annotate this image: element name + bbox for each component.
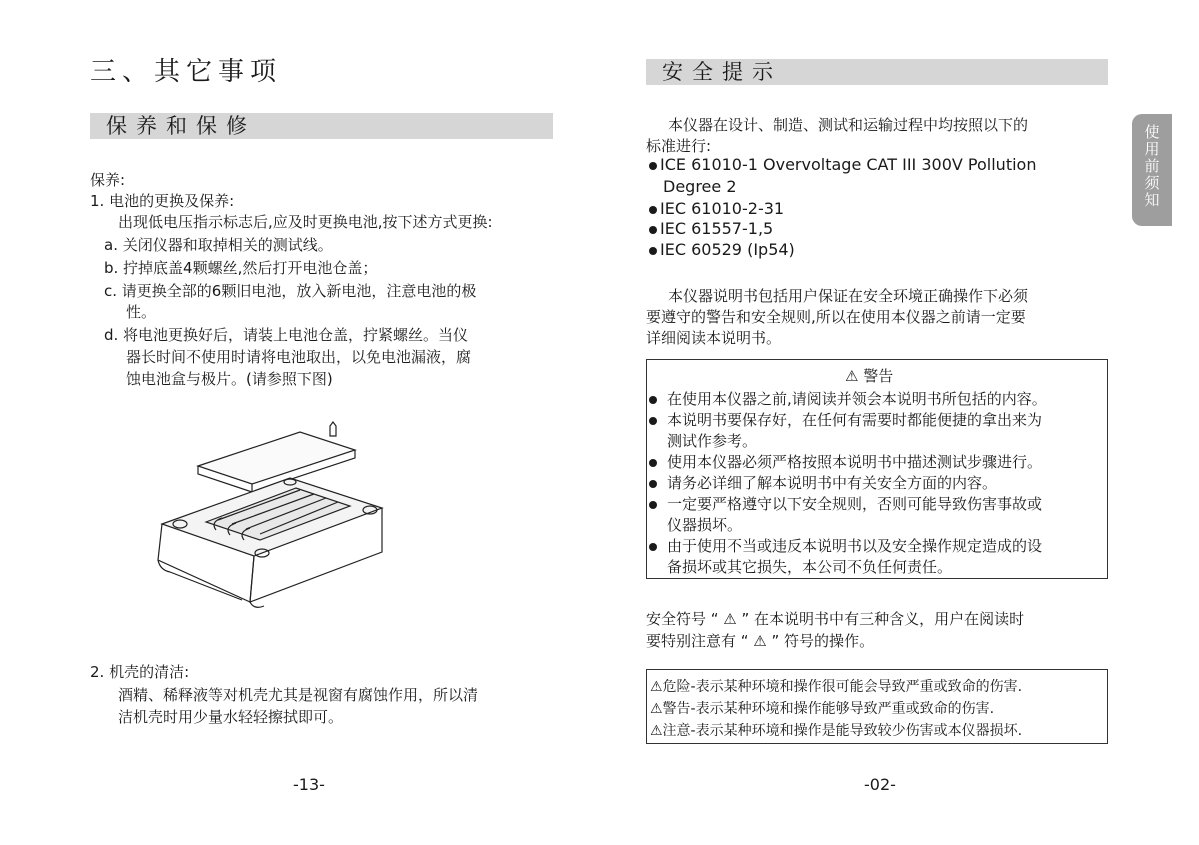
step-d-cont-2: 蚀电池盒与极片。(请参照下图) bbox=[126, 370, 333, 388]
warning-item-cont: 备损坏或其它损失，本公司不负任何责任。 bbox=[667, 558, 953, 576]
para-line-1: 本仪器说明书包括用户保证在安全环境正确操作下必须 bbox=[668, 287, 1029, 305]
bullet-icon bbox=[649, 417, 657, 425]
battery-intro: 出现低电压指示标志后,应及时更换电池,按下述方式更换: bbox=[118, 213, 493, 231]
side-tab-char: 须 bbox=[1144, 174, 1160, 192]
section-title: 保养和保修 bbox=[106, 114, 256, 138]
section-header-safety bbox=[646, 59, 1108, 85]
page-number-left: -13- bbox=[293, 775, 325, 794]
bullet-icon bbox=[649, 247, 657, 255]
step-d-cont-1: 器长时间不使用时请将电池取出，以免电池漏液，腐 bbox=[126, 348, 472, 366]
standard-item: IEC 61557-1,5 bbox=[660, 219, 774, 238]
caution-level: ⚠注意-表示某种环境和操作是能导致较少伤害或本仪器损坏. bbox=[650, 723, 1023, 739]
step-c-cont: 性。 bbox=[126, 303, 157, 321]
bullet-icon bbox=[649, 543, 657, 551]
para-line-2: 要遵守的警告和安全规则,所以在使用本仪器之前请一定要 bbox=[646, 308, 1026, 326]
side-tab-char: 知 bbox=[1144, 191, 1160, 209]
warning-item-cont: 测试作参考。 bbox=[667, 432, 758, 450]
standard-item: ICE 61010-1 Overvoltage CAT III 300V Pollution bbox=[660, 155, 1037, 174]
para-line-3: 详细阅读本说明书。 bbox=[646, 329, 782, 347]
bullet-icon bbox=[649, 206, 657, 214]
bullet-icon bbox=[649, 162, 657, 170]
cleaning-text-1: 酒精、稀释液等对机壳尤其是视窗有腐蚀作用，所以清 bbox=[118, 686, 479, 704]
warning-item: 使用本仪器必须严格按照本说明书中描述测试步骤进行。 bbox=[667, 453, 1043, 471]
bullet-icon bbox=[649, 396, 657, 404]
bullet-icon bbox=[649, 459, 657, 467]
standard-item: IEC 61010-2-31 bbox=[660, 199, 785, 218]
section-title: 安全提示 bbox=[662, 60, 782, 84]
cleaning-heading: 2. 机壳的清洁: bbox=[90, 663, 190, 681]
step-b: b. 拧掉底盖4颗螺丝,然后打开电池仓盖； bbox=[104, 259, 378, 277]
side-tab-char: 前 bbox=[1144, 157, 1160, 175]
symbol-text-1: 安全符号 “ ⚠ ” 在本说明书中有三种含义，用户在阅读时 bbox=[646, 610, 1025, 628]
page-number-right: -02- bbox=[864, 775, 896, 794]
warning-item: 由于使用不当或违反本说明书以及安全操作规定造成的设 bbox=[667, 537, 1043, 555]
side-tab-char: 用 bbox=[1144, 140, 1160, 158]
step-c: c. 请更换全部的6颗旧电池，放入新电池，注意电池的极 bbox=[104, 282, 477, 300]
standard-item: IEC 60529 (Ip54) bbox=[660, 240, 795, 259]
bullet-icon bbox=[649, 501, 657, 509]
section-header-maintenance bbox=[90, 113, 553, 139]
warning-title: ⚠ 警告 bbox=[845, 367, 894, 385]
warning-item: 请务必详细了解本说明书中有关安全方面的内容。 bbox=[667, 474, 998, 492]
intro-line-1: 本仪器在设计、制造、测试和运输过程中均按照以下的 bbox=[668, 116, 1029, 134]
hazard-levels-box bbox=[646, 669, 1108, 744]
page-title: 三、其它事项 bbox=[90, 57, 283, 87]
warning-level: ⚠警告-表示某种环境和操作能够导致严重或致命的伤害. bbox=[650, 701, 995, 717]
warning-box bbox=[646, 359, 1108, 579]
standard-item-cont: Degree 2 bbox=[663, 177, 737, 196]
side-tab-char: 使 bbox=[1144, 123, 1160, 141]
battery-heading: 1. 电池的更换及保养: bbox=[90, 192, 235, 210]
step-d: d. 将电池更换好后，请装上电池仓盖，拧紧螺丝。当仪 bbox=[104, 326, 469, 344]
intro-line-2: 标准进行: bbox=[646, 137, 712, 155]
cleaning-text-2: 洁机壳时用少量水轻轻擦拭即可。 bbox=[118, 708, 344, 726]
warning-item: 一定要严格遵守以下安全规则，否则可能导致伤害事故或 bbox=[667, 495, 1043, 513]
warning-item-cont: 仪器损坏。 bbox=[667, 516, 743, 534]
symbol-text-2: 要特别注意有 “ ⚠ ” 符号的操作。 bbox=[646, 632, 875, 650]
step-a: a. 关闭仪器和取掉相关的测试线。 bbox=[104, 236, 333, 254]
bullet-icon bbox=[649, 480, 657, 488]
danger-level: ⚠危险-表示某种环境和操作很可能会导致严重或致命的伤害. bbox=[650, 679, 1023, 695]
bullet-icon bbox=[649, 226, 657, 234]
warning-item: 本说明书要保存好，在任何有需要时都能便捷的拿出来为 bbox=[667, 411, 1043, 429]
battery-compartment-illustration bbox=[150, 420, 400, 620]
warning-item: 在使用本仪器之前,请阅读并领会本说明书所包括的内容。 bbox=[667, 390, 1047, 408]
maintenance-label: 保养: bbox=[90, 171, 126, 189]
side-tab-before-use[interactable] bbox=[1132, 114, 1172, 226]
